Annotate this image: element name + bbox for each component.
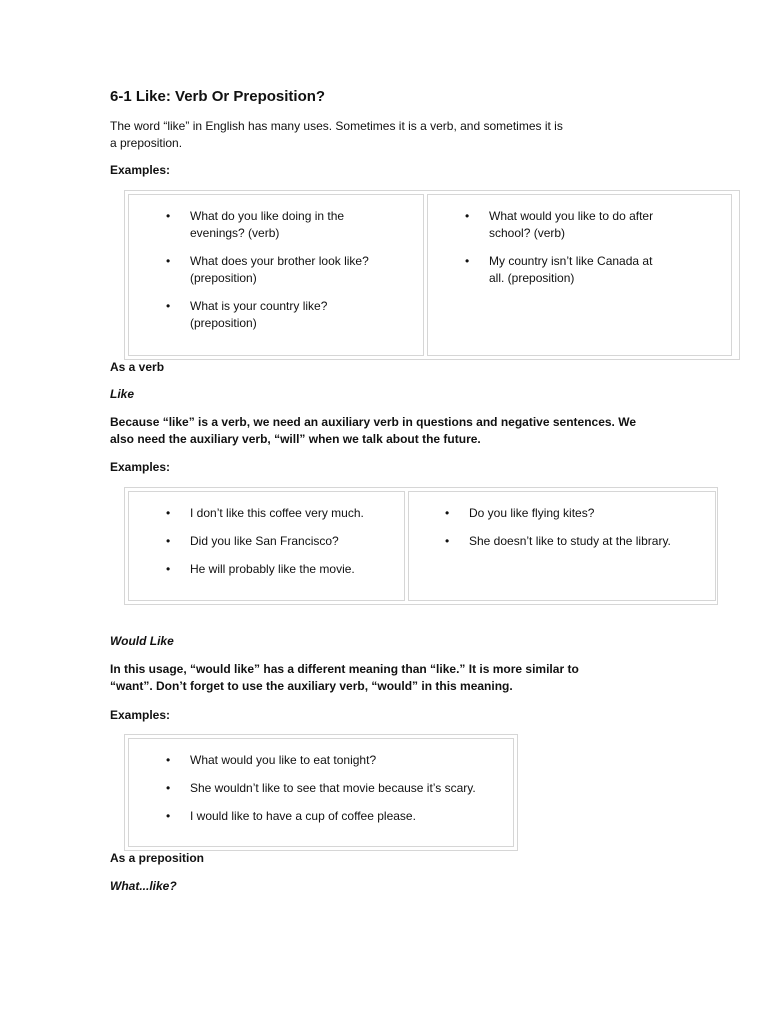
would-paragraph bbox=[110, 661, 579, 695]
examples-table-3 bbox=[124, 734, 518, 851]
would-line: “want”. Don’t forget to use the auxiliary verb, “would” in this meaning. bbox=[110, 679, 513, 693]
as-a-verb-heading: As a verb bbox=[110, 360, 165, 374]
would-like-subheading: Would Like bbox=[110, 634, 174, 648]
as-a-preposition-heading: As a preposition bbox=[110, 851, 205, 865]
verb-line: also need the auxiliary verb, “will” when we talk about the future. bbox=[110, 432, 481, 446]
list-item: • Do you like flying kites? bbox=[445, 505, 713, 522]
would-line: In this usage, “would like” has a different meaning than “like.” It is more similar to bbox=[110, 662, 579, 676]
what-like-subheading: What...like? bbox=[110, 879, 177, 893]
verb-paragraph bbox=[110, 414, 636, 448]
like-subheading: Like bbox=[110, 387, 135, 401]
list-item: • Did you like San Francisco? bbox=[166, 533, 401, 550]
list-item: • She doesn’t like to study at the library. bbox=[445, 533, 713, 550]
examples-table-2 bbox=[124, 487, 718, 605]
page-title: 6-1 Like: Verb Or Preposition? bbox=[110, 88, 326, 105]
verb-line: Because “like” is a verb, we need an auxiliary verb in questions and negative sentences. We bbox=[110, 415, 636, 429]
intro-line: a preposition. bbox=[110, 136, 183, 150]
examples-table-1 bbox=[124, 190, 740, 360]
intro-line: The word “like” in English has many uses. Sometimes it is a verb, and sometimes it is bbox=[110, 119, 563, 133]
example-list-right bbox=[465, 208, 725, 287]
example-list bbox=[166, 752, 511, 825]
list-item: • My country isn’t like Canada at all. (preposition) bbox=[465, 253, 725, 287]
list-item: • I don’t like this coffee very much. bbox=[166, 505, 401, 522]
list-item: • What would you like to do after school? (verb) bbox=[465, 208, 725, 242]
example-list-left bbox=[166, 208, 416, 332]
list-item: • She wouldn’t like to see that movie because it’s scary. bbox=[166, 780, 511, 797]
examples-label: Examples: bbox=[110, 460, 171, 474]
example-list-left bbox=[166, 505, 401, 578]
list-item: • What do you like doing in the evenings? (verb) bbox=[166, 208, 416, 242]
list-item: • What does your brother look like? (preposition) bbox=[166, 253, 416, 287]
example-list-right bbox=[445, 505, 713, 550]
list-item: • He will probably like the movie. bbox=[166, 561, 401, 578]
list-item: • What is your country like? (preposition) bbox=[166, 298, 416, 332]
list-item: • I would like to have a cup of coffee please. bbox=[166, 808, 511, 825]
intro-paragraph bbox=[110, 118, 563, 152]
examples-label: Examples: bbox=[110, 163, 171, 177]
examples-label: Examples: bbox=[110, 708, 171, 722]
list-item: • What would you like to eat tonight? bbox=[166, 752, 511, 769]
